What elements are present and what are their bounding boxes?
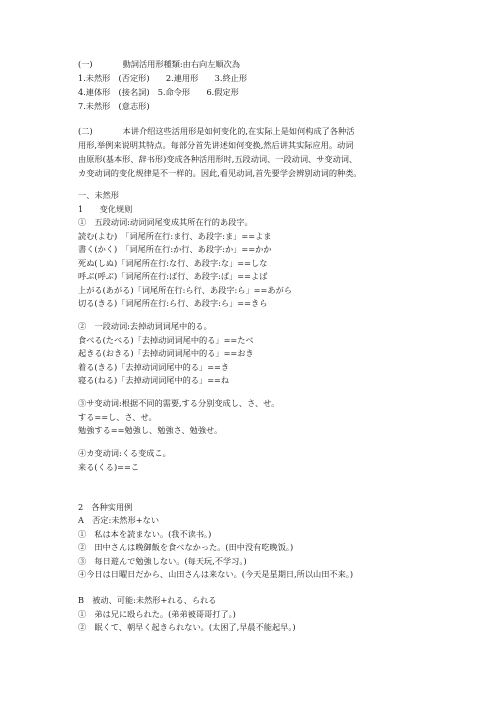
section1-heading: 一、未然形 <box>78 190 119 200</box>
rule3-example: 勉強する==勉強し、勉強さ、勉強せ。 <box>78 425 223 435</box>
intro2-number: (二) <box>78 126 93 136</box>
section2-a-example: ④今日は日曜日だから、山田さんは来ない。(今天是星期日,所以山田不来。) <box>78 569 354 579</box>
section2-b-example: ① 弟は兄に殴られた。(弟弟被哥哥打了。) <box>78 609 236 619</box>
section2-b-example: ② 眠くて、朝早く起きられない。(太困了,早晨不能起早。) <box>78 622 296 632</box>
section2-a-title: A 否定:未然形+ない <box>78 515 160 525</box>
rule2-example: 起きる(おきる)「去掉动词词尾中的る」==おき <box>78 348 254 358</box>
intro1-row-3: 7.未然形 (意志形) <box>78 101 150 111</box>
intro1-title <box>78 60 240 68</box>
rule2-example: 寝る(ねる)「去掉动词词尾中的る」==ね <box>78 375 230 385</box>
intro1-number: (一) <box>78 59 93 69</box>
rule4-example: 来る(くる)==こ <box>78 462 140 472</box>
intro2-para-line-4: カ变动词的变化规律是不一样的。因此,看见动词,首先要学会辨别动词的种类。 <box>78 168 362 178</box>
section2-a-example: ② 田中さんは晚御飯を食べなかった。(田中没有吃晚饭。) <box>78 542 294 552</box>
intro2-first-line <box>78 127 354 135</box>
intro2-para-line-2: 用形,举例来说明其特点。每部分首先讲述如何变换,然后讲其实际应用。动词 <box>78 140 354 150</box>
rule3-title: ③サ变动词:根据不同的需要,する分别变成し、さ、せ。 <box>78 398 280 408</box>
intro1-row-2: 4.連体形 (接名詞) 5.命令形 6.假定形 <box>78 87 239 97</box>
rule3-example: する==し、さ、せ。 <box>78 412 157 422</box>
rule2-title: ② 一段动词:去掉动词词尾中的る。 <box>78 321 212 331</box>
section1-subheading: 1 变化规则 <box>78 204 133 214</box>
rule1-example: 上がる(あがる)「词尾所在行:ら行、あ段字:ら」==あがら <box>78 285 292 295</box>
rule1-example: 書く(かく) 「词尾所在行:か行、あ段字:か」==かか <box>78 244 272 254</box>
rule1-example: 切る(きる)「词尾所在行:ら行、あ段字:ら」==きら <box>78 298 268 308</box>
rule2-example: 着る(きる)「去掉动词词尾中的る」==き <box>78 362 230 372</box>
rule2-example: 食べる(たべる)「去掉动词词尾中的る」==たべ <box>78 335 254 345</box>
rule1-example: 死ぬ(しぬ)「词尾所在行:な行、あ段字:な」==しな <box>78 258 268 268</box>
rule4-title: ④カ变动词:くる变成こ。 <box>78 448 171 458</box>
intro1-title-text: 動詞活用形種類:由右向左順次為 <box>122 59 240 69</box>
intro1-row-1: 1.未然形 (否定形) 2.連用形 3.終止形 <box>78 73 248 83</box>
section2-a-example: ③ 每日遊んで勉強しない。(每天玩,不学习。) <box>78 556 247 566</box>
intro2-para-line-3: 由原形(基本形、辞书形)变成各种活用形时,五段动词、一段动词、サ变动词、 <box>78 154 358 164</box>
rule1-example: 読む(よむ) 「词尾所在行:ま行、あ段字:ま」==よま <box>78 231 272 241</box>
section2-a-example: ① 私は本を読まない。(我不读书。) <box>78 529 212 539</box>
section2-b-title: B 被动、可能:未然形+れる、られる <box>78 595 217 605</box>
intro2-para-line-1: 本讲介绍这些活用形是如何变化的,在实际上是如何构成了各种活 <box>122 126 355 136</box>
section2-heading: 2 各种实用例 <box>78 502 133 512</box>
rule1-example: 呼ぶ(呼ぶ)「词尾所在行:ば行、あ段字:ば」==よば <box>78 271 268 281</box>
rule1-title: ① 五段动词:动词词尾变成其所在行的あ段字。 <box>78 217 253 227</box>
